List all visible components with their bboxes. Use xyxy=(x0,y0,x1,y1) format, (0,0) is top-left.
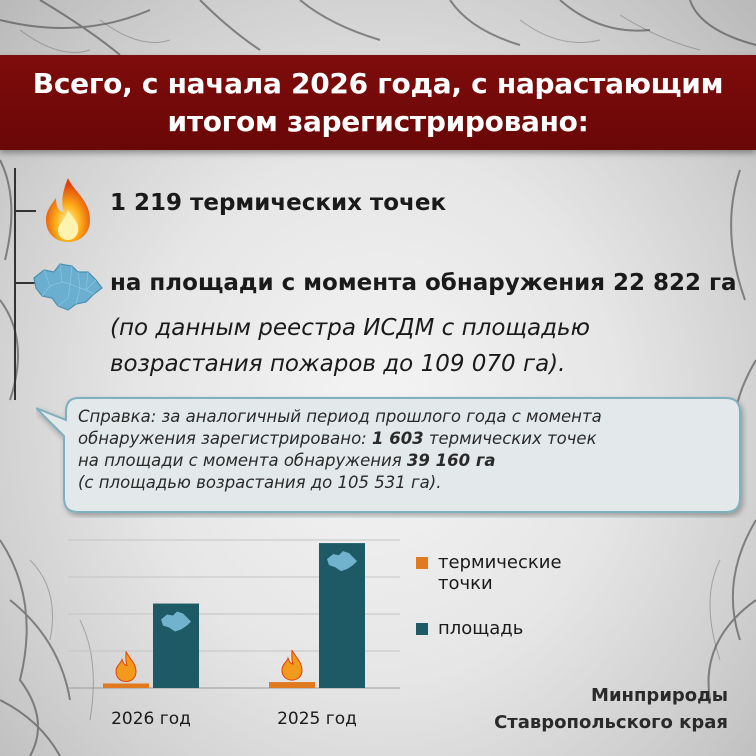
reference-prev-area: 39 160 га xyxy=(406,451,496,470)
bar-flame-icon xyxy=(282,650,302,680)
legend-label-thermal-1: термические xyxy=(438,552,562,573)
x-tick-label: 2025 год xyxy=(277,709,357,729)
bracket-tick xyxy=(14,210,36,212)
reference-line2: обнаружения зарегистрировано: 1 603 термических точек xyxy=(78,429,597,448)
region-map-icon xyxy=(30,258,106,314)
flame-icon xyxy=(38,176,98,244)
reference-line3: на площади с момента обнаружения 39 160 га xyxy=(78,451,496,470)
reference-line1: Справка: за аналогичный период прошлого года с момента xyxy=(78,407,602,426)
legend-item-thermal xyxy=(416,552,562,594)
bar-thermal-1 xyxy=(269,682,315,688)
reference-line4: (с площадью возрастания до 105 531 га). xyxy=(78,473,442,492)
bracket-line xyxy=(14,168,16,400)
bar-flame-icon xyxy=(116,651,136,681)
header-title-line2: итогом зарегистрировано: xyxy=(167,104,589,138)
reference-prev-points: 1 603 xyxy=(371,429,424,448)
legend-swatch-teal xyxy=(416,623,428,635)
bar-thermal-0 xyxy=(103,683,149,688)
legend-swatch-orange xyxy=(416,557,428,569)
area-note: (по данным реестра ИСДМ с площадью возрастания пожаров до 109 070 га). xyxy=(110,315,590,377)
header-banner xyxy=(0,55,756,150)
legend-item-area xyxy=(416,618,523,639)
x-tick-label: 2026 год xyxy=(111,709,191,729)
legend-label-area: площадь xyxy=(438,618,524,639)
source-line1: Минприроды xyxy=(591,685,728,706)
legend-label-thermal-2: точки xyxy=(438,573,493,594)
area-stat: на площади с момента обнаружения 22 822 га xyxy=(110,270,737,296)
chart-bars xyxy=(103,543,365,688)
source-line2: Ставропольского края xyxy=(494,712,728,733)
header-title-line1: Всего, с начала 2026 года, с нарастающим xyxy=(32,66,724,100)
thermal-points-stat: 1 219 термических точек xyxy=(110,190,447,216)
chart-x-labels xyxy=(111,709,357,729)
reference-text xyxy=(78,406,718,494)
source-credit xyxy=(494,682,728,736)
